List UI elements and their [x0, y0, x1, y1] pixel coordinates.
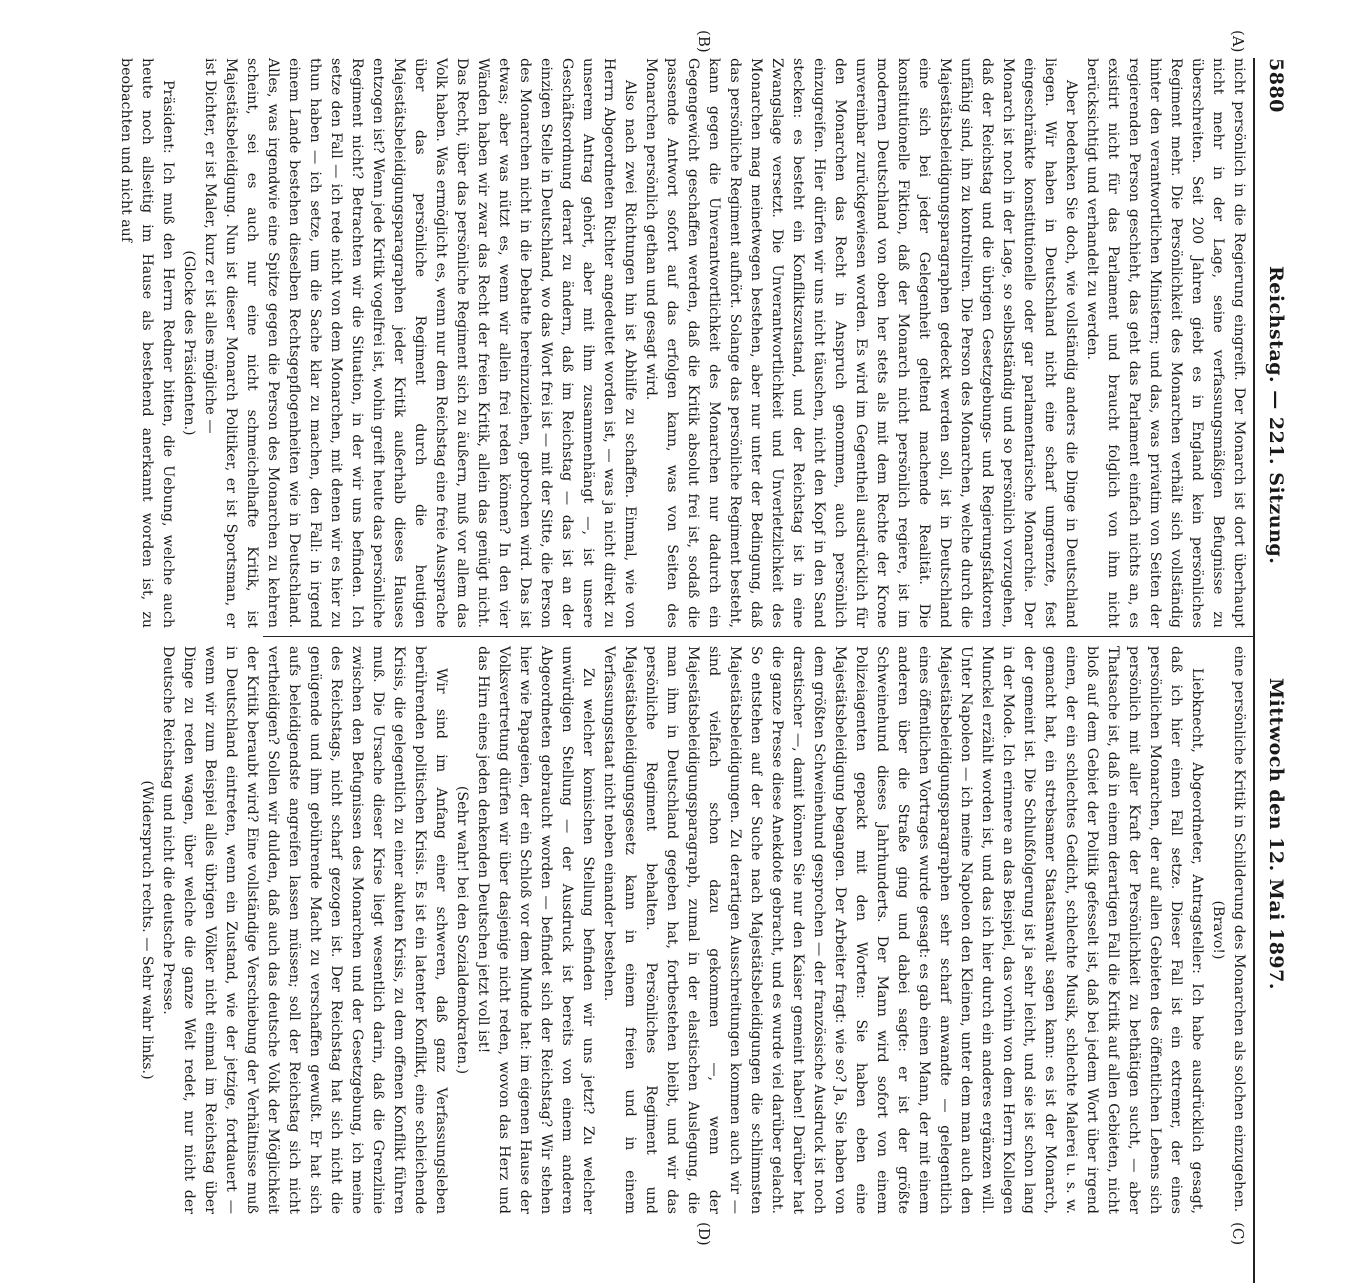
margin-marker-b: (B) — [695, 30, 713, 53]
stage-direction: (Bravo!) — [1210, 900, 1226, 960]
paragraph: eine persönliche Kritik in Schilderung des Monarchen als solchen einzugehen. — [1231, 646, 1247, 1213]
header-title: Reichstag. — 221. Sitzung. — [1265, 266, 1287, 565]
paragraph: Wir sind im Anfang einer schweren, daß ganz Verfassungsleben berührenden politischen Krisis. Es ist ein latenter Konflikt, eine schleichende Krisis, die gelegentlich zu einer akuten Krisis, zu dem offenen Konflikt führen muß. Die Ursache dieser Krise liegt wesentlich darin, daß die Grenzlinie zwischen den Befugnissen des Monarchen und der Gesetzgebung, ich meine des Reichstags, nicht scharf gezogen ist. Der Reichstag hat sich nicht die genügende und ihm gebührende Macht zu verschaffen gewußt. Er hat sich aufs beleidigendste angreifen lassen müssen; soll der Reichstag sich nicht vertheidigen? Sollen wir dulden, daß auch das deutsche Volk der Möglichkeit der Kritik beraubt wird? Eine vollständige Verschiebung der Verhältnisse muß in Deutschland eintreten, wenn ein Zustand, wie der jetzige, fortdauert — wenn wir zum Beispiel alles übrigen Völker nicht einmal im Reichstag über Dinge zu reden wagen, über welche die ganze Welt redet, nur nicht der Deutsche Reichstag und nicht die deutsche Presse. — [160, 646, 449, 1214]
margin-marker-d: (D) — [695, 1222, 713, 1246]
stage-direction: (Sehr wahr! bei den Sozialdemokraten.) — [454, 785, 470, 1075]
paragraph: Zu welcher komischen Stellung befinden wir uns jetzt? Zu welcher unwürdigen Stellung — der Ausdruck ist bereits von einem anderen Abgeordneten gebraucht worden — befindet sich der Reichstag? Wir stehen hier wie Papageien, der ein Schloß vor dem Munde hat: im eigenen Hause der Volksvertretung dürfen wir über dasjenige nicht reden, wovon das Herz und das Hirn eines jeden denkenden Deutschen jetzt voll ist! — [475, 646, 596, 1214]
margin-marker-c: (C) — [1229, 1222, 1247, 1246]
stage-direction: (Glocke des Präsidenten.) — [181, 250, 197, 436]
speaker-paragraph: Liebknecht, Abgeordneter, Antragsteller: Ich habe ausdrücklich gesagt, daß ich hier einen Fall setze. Dieser Fall ist ein extremer, der eines persönlichen Monarchen, der auf allen Gebieten des öffentlichen Lebens sich persönlich mit aller Kraft der Persönlichkeit zu bethätigen sucht, — aber Thatsache ist, daß in einem derartigen Fall die Kritik auf allen Gebieten, nicht bloß auf dem Gebiet der Politik gefesselt ist, daß bei jedem Wort über irgend einen, der ein schlechtes Gedicht, schlechte Musik, schlechte Malerei u. s. w. gemacht hat, ein strebsamer Staatsanwalt sagen kann: es ist der Monarch, der gemeint ist. Die Schlußfolgerung ist ja sehr leicht, und sie ist schon lang in der Mode. Ich erinnere an das Beispiel, das vorhin von dem Herrn Kollegen Munckel erzählt worden ist, und das ich hier durch ein anderes ergänzen will. Unter Napoleon — ich meine Napoleon den Kleinen, unter dem man auch den Majestätsbeleidigungsparagraphen sehr scharf anwandte — gelegentlich eines öffentlichen Vortrages wurde gesagt: es gab einen Mann, der mit einem anderen über die Straße ging und dabei sagte: er ist der größte Schweinehund dieses Jahrhunderts. Der Mann wird sofort von einem Polizeiagenten gepackt mit den Worten: Sie haben eben eine Majestätsbeleidigung begangen. Der Arbeiter fragt: wie so? Ja, Sie haben von dem größten Schweinehund gesprochen — der französische Ausdruck ist noch drastischer —, damit können Sie nur den Kaiser gemeint haben! Darüber hat die ganze Presse diese Anekdote gebracht, und es wurde viel darüber gelacht. So entstehen auf der Suche nach Majestätsbeleidigungen die schlimmsten Majestätsbeleidigungen. Zu derartigen Ausschreitungen kommen auch wir — sind vielfach schon dazu gekommen —, wenn der Majestätsbeleidigungsparagraph, zumal in der elastischen Auslegung, die man ihm in Deutschland gegeben hat, fortbestehen bleibt, und wir das persönliche Regiment behalten. Persönliches Regiment und Majestätsbeleidigungsgesetz kann in einem freien und in einem Verfassungsstaat nicht neben einander bestehen. — [601, 646, 1205, 1214]
right-column — [139, 646, 1249, 1214]
paragraph: Aber bedenken Sie doch, wie vollständig anders die Dinge in Deutschland liegen. Wir haben in Deutschland nicht eine scharf umgrenzte, fest eingeschränkte konstitutionelle oder gar parlamentarische Monarchie. Der Monarch ist noch in der Lage, so selbstständig und so persönlich vorzugehen, daß der Reichstag und die übrigen Gesetzgebungs- und Regierungsfaktoren unfähig sind, ihn zu kontroliren. Die Person des Monarchen, welche durch die Majestätsbeleidigungsparagraphen gedeckt werden soll, ist in Deutschland eine sich bei jeder Gelegenheit geltend machende Realität. Die konstitutionelle Fiktion, daß der Monarch nicht persönlich regiere, ist im modernen Deutschland von oben her stets als mit dem Rechte der Krone unvereinbar zurückgewiesen worden. Es wird im Gegentheil ausdrücklich für den Monarchen das Recht in Anspruch genommen, auch persönlich einzugreifen. Hier dürfen wir uns nicht täuschen, nicht den Kopf in den Sand stecken: es besteht ein Konfliktszustand, und der Reichstag ist in eine Zwangslage versetzt. Die Unverantwortlichkeit und Unverletzlichkeit des Monarchen mag meinetwegen bestehen, aber nur unter der Bedingung, daß das persönliche Regiment aufhört. Solange das persönliche Regiment besteht, kann gegen die Unverantwortlichkeit des Monarchen nur dadurch ein Gegengewicht geschaffen werden, daß die Kritik absolut frei ist, sodaß die passende Antwort sofort auf das erfolgen kann, was von Seiten des Monarchen persönlich gethan und gesagt wird. — [643, 58, 1079, 628]
paragraph: nicht persönlich in die Regierung eingreift. Der Monarch ist dort überhaupt nicht mehr in der Lage, seine verfassungsmäßigen Befugnisse zu überschreiten. Seit 200 Jahren giebt es in England kein persönliches Regiment mehr. Die Persönlichkeit des Monarchen verhält sich vollständig hinter den verantwortlichen Ministern; und das, was privatim von Seiten der regierenden Person geschieht, das geht das Parlament einfach nichts an, es existirt nicht für das Parlament und braucht folglich von ihm nicht berücksichtigt und verhandelt zu werden. — [1084, 58, 1247, 628]
page-header — [1259, 58, 1291, 1278]
speaker-paragraph: Präsident: Ich muß den Herrn Redner bitten, die Uebung, welche auch heute noch allseitig im Hause als bestehend anerkannt worden ist, zu beobachten und nicht auf — [118, 58, 176, 628]
stage-direction: (Widerspruch rechts. — Sehr wahr links.) — [139, 780, 155, 1080]
page-number: 5880 — [1265, 58, 1287, 113]
header-date: Mittwoch den 12. Mai 1897. — [1265, 678, 1287, 990]
column-divider — [263, 636, 1253, 637]
left-column — [118, 58, 1249, 628]
paragraph: Also nach zwei Richtungen hin ist Abhilfe zu schaffen. Einmal, wie von Herrn Abgeordneten Richter angedeutet worden ist, — was ja nicht direkt zu unserem Antrag gehört, aber mit ihm zusammenhängt —, ist unsere Geschäftsordnung derart zu ändern, daß im Reichstag — das ist an der einzigen Stelle in Deutschland, wo das Wort frei ist — mit der Sitte, die Person des Monarchen nicht in die Debatte hereinzuziehen, gebrochen wird. Das ist etwas; aber was nützt es, wenn wir allein frei reden können? In den vier Wänden haben wir zwar das Recht der freien Kritik, allein das genügt nicht. Das Recht, über das persönliche Regiment sich zu äußern, muß vor allem das Volk haben. Was ermöglicht es, wenn nur dem Reichstag eine freie Aussprache über das persönliche Regiment durch die heutigen Majestätsbeleidigungsparagraphen jeder Kritik außerhalb dieses Hauses entzogen ist? Wenn jede Kritik vogelfrei ist, wohin greift heute das persönliche Regiment nicht? Betrachten wir die Situation, in der wir uns befinden. Ich setze den Fall — ich rede nicht von dem Monarchen, mit denen wir es hier zu thun haben — ich setze, um die Sache klar zu machen, den Fall: in irgend einem Lande bestehen dieselben Rechtsgepflogenheiten wie in Deutschland. Alles, was irgendwie eine Spitze gegen die Person des Monarchen zu kehren scheint, sei es auch nur eine nicht schmeichelhafte Kritik, ist Majestätsbeleidigung. Nun ist dieser Monarch Politiker, er ist Sportsman, er ist Dichter, er ist Maler, kurz er ist alles mögliche — — [202, 58, 638, 628]
margin-marker-a: (A) — [1229, 30, 1247, 53]
header-rule — [1253, 58, 1255, 1283]
